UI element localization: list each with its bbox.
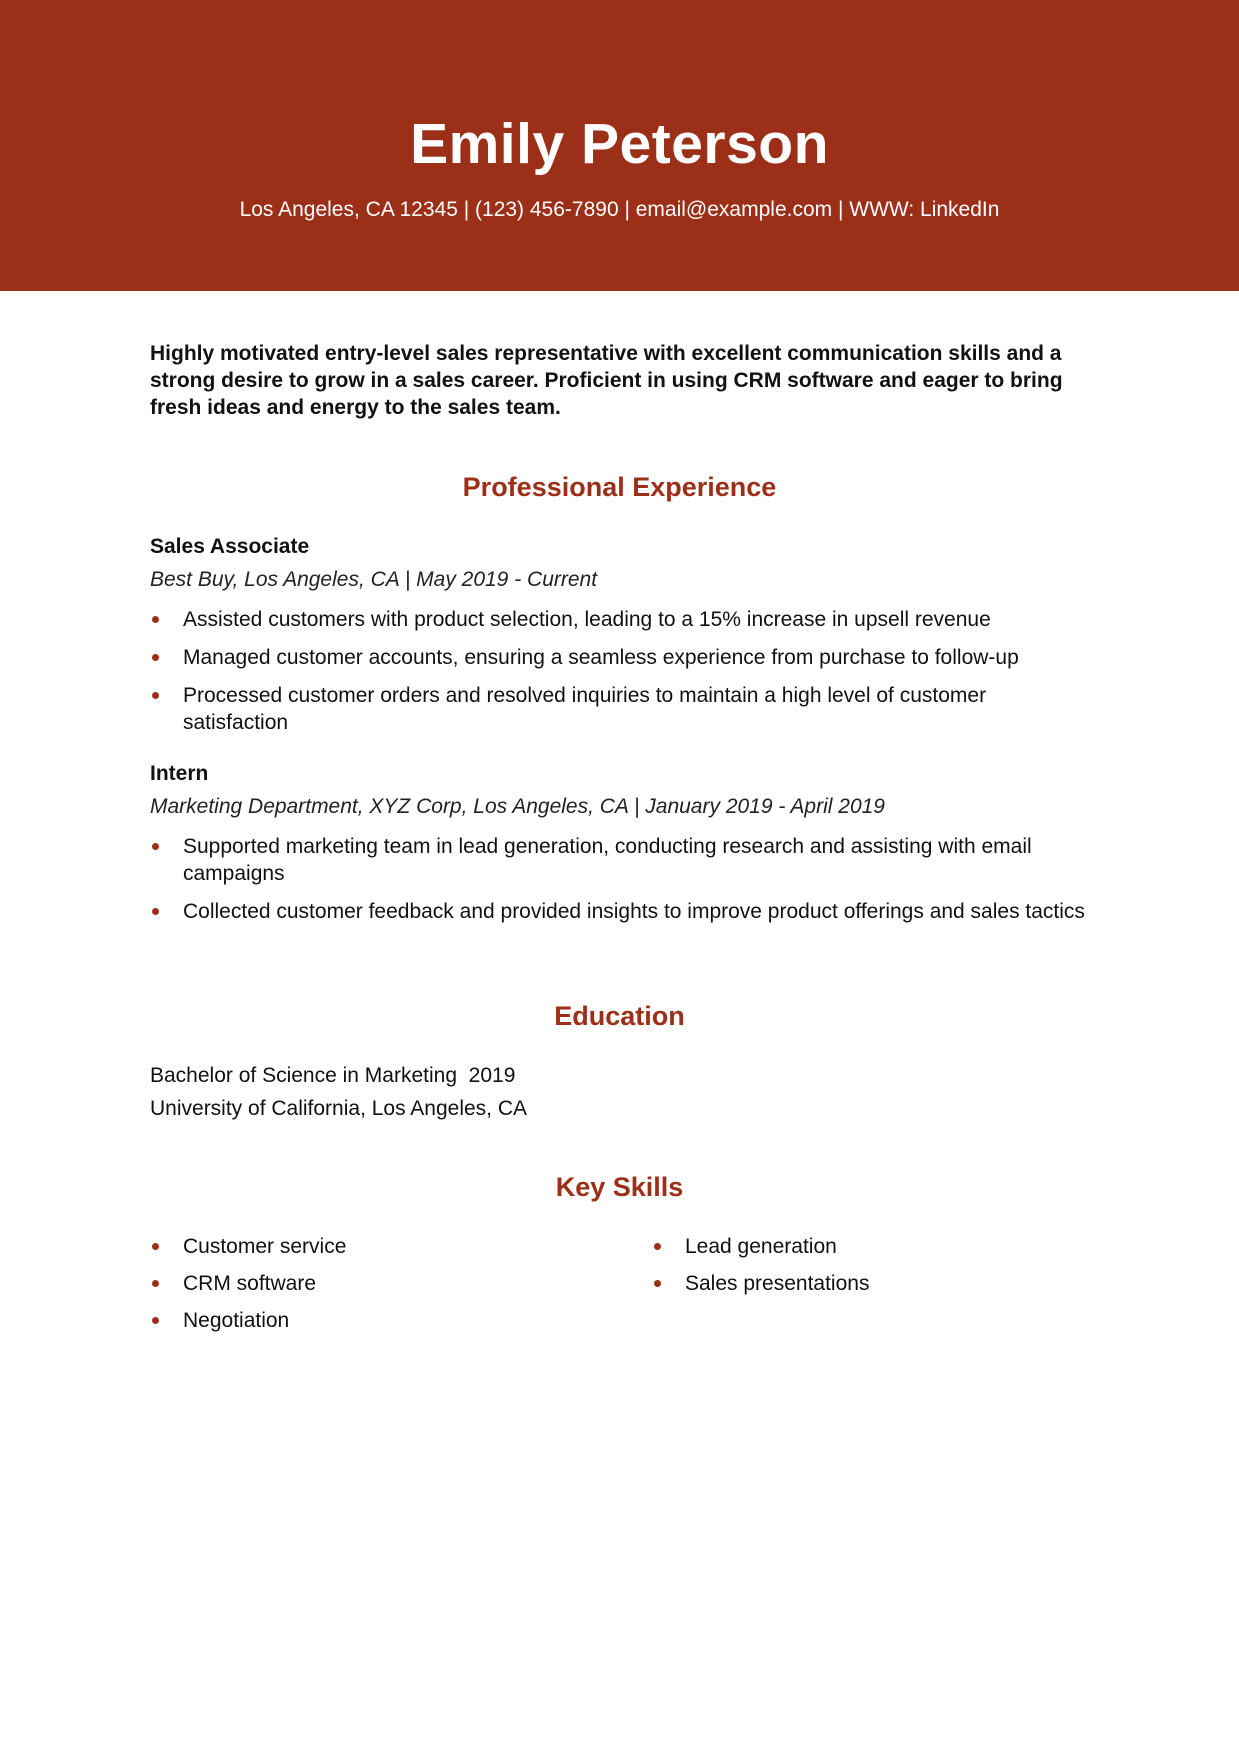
list-item: Supported marketing team in lead generation, conducting research and assisting with email campaigns xyxy=(150,833,1090,887)
list-item: Customer service xyxy=(150,1233,600,1260)
list-item: Lead generation xyxy=(652,1233,1102,1260)
list-item: Collected customer feedback and provided insights to improve product offerings and sales tactics xyxy=(150,898,1090,925)
contact-line: Los Angeles, CA 12345 | (123) 456-7890 | email@example.com | WWW: LinkedIn xyxy=(239,198,1000,221)
bullet-icon xyxy=(152,654,159,661)
skills-list-right xyxy=(652,1233,1102,1297)
list-item: Sales presentations xyxy=(652,1270,1102,1297)
bullet-icon xyxy=(152,1243,159,1250)
list-item: Processed customer orders and resolved inquiries to maintain a high level of customer satisfaction xyxy=(150,682,1050,736)
resume-header xyxy=(0,0,1239,291)
section-title-skills: Key Skills xyxy=(555,1172,684,1202)
bullet-icon xyxy=(654,1280,661,1287)
job-bullets xyxy=(150,606,1050,736)
bullet-icon xyxy=(152,1317,159,1324)
job-title: Intern xyxy=(150,762,209,785)
bullet-icon xyxy=(152,692,159,699)
bullet-icon xyxy=(654,1243,661,1250)
list-item: Assisted customers with product selection, leading to a 15% increase in upsell revenue xyxy=(150,606,1050,633)
skills-list-left xyxy=(150,1233,600,1334)
education-degree: Bachelor of Science in Marketing 2019 xyxy=(150,1064,516,1087)
list-item: CRM software xyxy=(150,1270,600,1297)
bullet-icon xyxy=(152,616,159,623)
job-bullets xyxy=(150,833,1090,925)
summary-paragraph: Highly motivated entry-level sales representative with excellent communication skills and a strong desire to grow in a sales career. Proficient in using CRM software and eager to bring fresh ideas and energy to the sales team. xyxy=(150,342,1063,419)
section-title-education: Education xyxy=(554,1001,685,1031)
bullet-icon xyxy=(152,1280,159,1287)
job-subtitle: Best Buy, Los Angeles, CA | May 2019 - Current xyxy=(150,568,598,591)
bullet-icon xyxy=(152,843,159,850)
list-item: Negotiation xyxy=(150,1307,600,1334)
section-title-experience: Professional Experience xyxy=(462,472,777,502)
candidate-name: Emily Peterson xyxy=(410,112,829,176)
bullet-icon xyxy=(152,908,159,915)
list-item: Managed customer accounts, ensuring a seamless experience from purchase to follow-up xyxy=(150,644,1050,671)
job-subtitle: Marketing Department, XYZ Corp, Los Angeles, CA | January 2019 - April 2019 xyxy=(150,795,885,818)
education-school: University of California, Los Angeles, CA xyxy=(150,1097,528,1120)
job-title: Sales Associate xyxy=(150,535,310,558)
